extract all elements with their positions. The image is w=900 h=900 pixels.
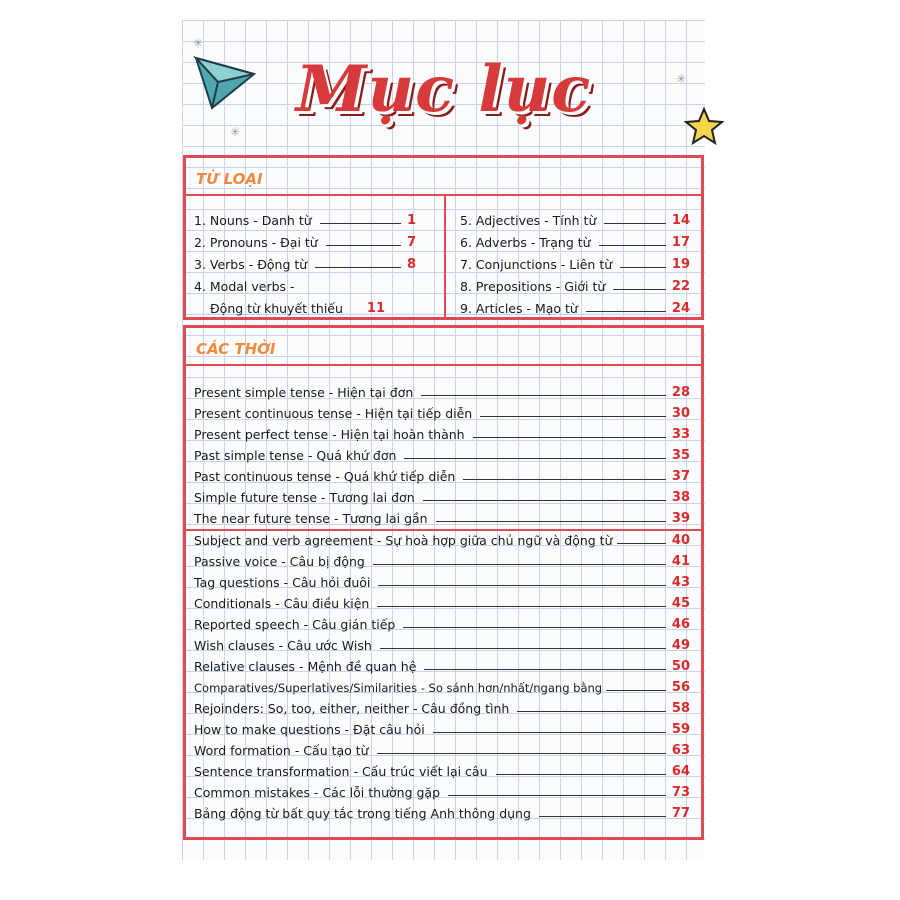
toc-item-page: 11 xyxy=(366,301,386,316)
toc-item[interactable] xyxy=(194,463,690,484)
toc-item-page: 63 xyxy=(671,743,690,758)
toc-item-page: 38 xyxy=(671,490,690,505)
toc-item[interactable] xyxy=(194,400,690,421)
toc-item-label: Passive voice - Câu bị động xyxy=(194,554,365,569)
toc-item[interactable] xyxy=(460,295,690,316)
paper-plane-icon xyxy=(192,52,262,112)
toc-item-page: 58 xyxy=(671,701,690,716)
toc-item-label: Subject and verb agreement - Sự hoà hợp giữa chủ ngữ và động từ xyxy=(194,533,613,548)
toc-item-page: 33 xyxy=(671,427,690,442)
toc-item-label: 4. Modal verbs - xyxy=(194,279,295,294)
toc-item[interactable] xyxy=(194,758,690,779)
divider xyxy=(444,195,446,317)
toc-item-page: 64 xyxy=(671,764,690,779)
toc-item[interactable] xyxy=(194,251,416,272)
toc-item-page: 46 xyxy=(671,617,690,632)
page-title: Mục lục xyxy=(295,52,592,127)
toc-item-page: 35 xyxy=(671,448,690,463)
toc-item-label: Simple future tense - Tương lai đơn xyxy=(194,490,415,505)
sparkle-icon: ✳ xyxy=(193,36,204,50)
toc-item-page: 22 xyxy=(671,279,690,294)
toc-item-label: Wish clauses - Câu ước Wish xyxy=(194,638,372,653)
toc-item[interactable] xyxy=(194,379,690,400)
toc-item[interactable] xyxy=(460,251,690,272)
toc-item-label: 7. Conjunctions - Liên từ xyxy=(460,257,613,272)
toc-item[interactable] xyxy=(194,548,690,569)
toc-item[interactable] xyxy=(194,505,690,526)
toc-item-page: 19 xyxy=(671,257,690,272)
toc-item-page: 49 xyxy=(671,638,690,653)
toc-item-label: Rejoinders: So, too, either, neither - Câu đồng tình xyxy=(194,701,510,716)
toc-item[interactable] xyxy=(194,273,416,294)
section-heading: CÁC THỜI xyxy=(196,340,276,358)
toc-item-label: 1. Nouns - Danh từ xyxy=(194,213,312,228)
toc-item-label: Word formation - Cấu tạo từ xyxy=(194,743,369,758)
toc-item-label: 9. Articles - Mạo từ xyxy=(460,301,578,316)
toc-item-page: 41 xyxy=(671,554,690,569)
toc-item-page: 40 xyxy=(671,533,690,548)
toc-item[interactable] xyxy=(460,207,690,228)
toc-item-page: 56 xyxy=(671,680,690,695)
toc-item[interactable] xyxy=(194,632,690,653)
toc-item[interactable] xyxy=(194,569,690,590)
toc-item-label: 3. Verbs - Động từ xyxy=(194,257,308,272)
toc-item-label: Reported speech - Câu gián tiếp xyxy=(194,617,396,632)
toc-item[interactable] xyxy=(194,800,690,821)
toc-item[interactable] xyxy=(460,273,690,294)
toc-item[interactable] xyxy=(194,737,690,758)
star-icon xyxy=(684,106,724,146)
toc-item-page: 37 xyxy=(671,469,690,484)
toc-item-page: 77 xyxy=(671,806,690,821)
toc-item-label: Present continuous tense - Hiện tại tiếp diễn xyxy=(194,406,473,421)
toc-item[interactable] xyxy=(194,421,690,442)
toc-item-label: 6. Adverbs - Trạng từ xyxy=(460,235,591,250)
toc-item-label: 2. Pronouns - Đại từ xyxy=(194,235,318,250)
toc-item[interactable] xyxy=(194,207,416,228)
toc-item[interactable] xyxy=(194,484,690,505)
toc-item-page: 14 xyxy=(671,213,690,228)
toc-item-label: 5. Adjectives - Tính từ xyxy=(460,213,597,228)
toc-item-label: Common mistakes - Các lỗi thường gặp xyxy=(194,785,441,800)
toc-item-page: 73 xyxy=(671,785,690,800)
section-heading: TỪ LOẠI xyxy=(196,170,263,188)
toc-item[interactable] xyxy=(460,229,690,250)
toc-item-page: 59 xyxy=(671,722,690,737)
toc-item-label: The near future tense - Tương lai gần xyxy=(194,511,428,526)
toc-item[interactable] xyxy=(194,527,690,548)
sparkle-icon: ✳ xyxy=(676,72,687,86)
sparkle-icon: ✳ xyxy=(230,125,241,139)
toc-item-page: 39 xyxy=(671,511,690,526)
toc-item[interactable] xyxy=(194,674,690,695)
toc-item-page: 17 xyxy=(671,235,690,250)
toc-item-page: 7 xyxy=(406,235,416,250)
toc-item-page: 8 xyxy=(406,257,416,272)
toc-item[interactable] xyxy=(194,590,690,611)
toc-item[interactable] xyxy=(194,716,690,737)
toc-item-page: 28 xyxy=(671,385,690,400)
toc-item-page: 43 xyxy=(671,575,690,590)
toc-item-label: Tag questions - Câu hỏi đuôi xyxy=(194,575,371,590)
toc-item-label: Sentence transformation - Cấu trúc viết lại câu xyxy=(194,764,488,779)
toc-item-label: Relative clauses - Mệnh đề quan hệ xyxy=(194,659,417,674)
toc-item[interactable] xyxy=(210,295,416,316)
toc-item-page: 45 xyxy=(671,596,690,611)
toc-item-label: Present simple tense - Hiện tại đơn xyxy=(194,385,414,400)
toc-item[interactable] xyxy=(194,779,690,800)
toc-item-label: 8. Prepositions - Giới từ xyxy=(460,279,606,294)
toc-item[interactable] xyxy=(194,653,690,674)
divider xyxy=(186,364,701,366)
toc-item-page: 1 xyxy=(406,213,416,228)
toc-item[interactable] xyxy=(194,611,690,632)
toc-item-page: 30 xyxy=(671,406,690,421)
toc-item-label: How to make questions - Đặt câu hỏi xyxy=(194,722,425,737)
toc-item-label: Past continuous tense - Quá khứ tiếp diễn xyxy=(194,469,456,484)
toc-item[interactable] xyxy=(194,442,690,463)
toc-item-label: Conditionals - Câu điều kiện xyxy=(194,596,370,611)
toc-item-label: Past simple tense - Quá khứ đơn xyxy=(194,448,397,463)
toc-item-label: Present perfect tense - Hiện tại hoàn thành xyxy=(194,427,465,442)
toc-item-page: 24 xyxy=(671,301,690,316)
toc-item[interactable] xyxy=(194,229,416,250)
toc-item-label: Comparatives/Superlatives/Similarities - So sánh hơn/nhất/ngang bằng xyxy=(194,681,603,695)
toc-item[interactable] xyxy=(194,695,690,716)
toc-item-label: Bảng động từ bất quy tắc trong tiếng Anh thông dụng xyxy=(194,806,531,821)
toc-item-label: Động từ khuyết thiếu xyxy=(210,301,343,316)
toc-item-page: 50 xyxy=(671,659,690,674)
